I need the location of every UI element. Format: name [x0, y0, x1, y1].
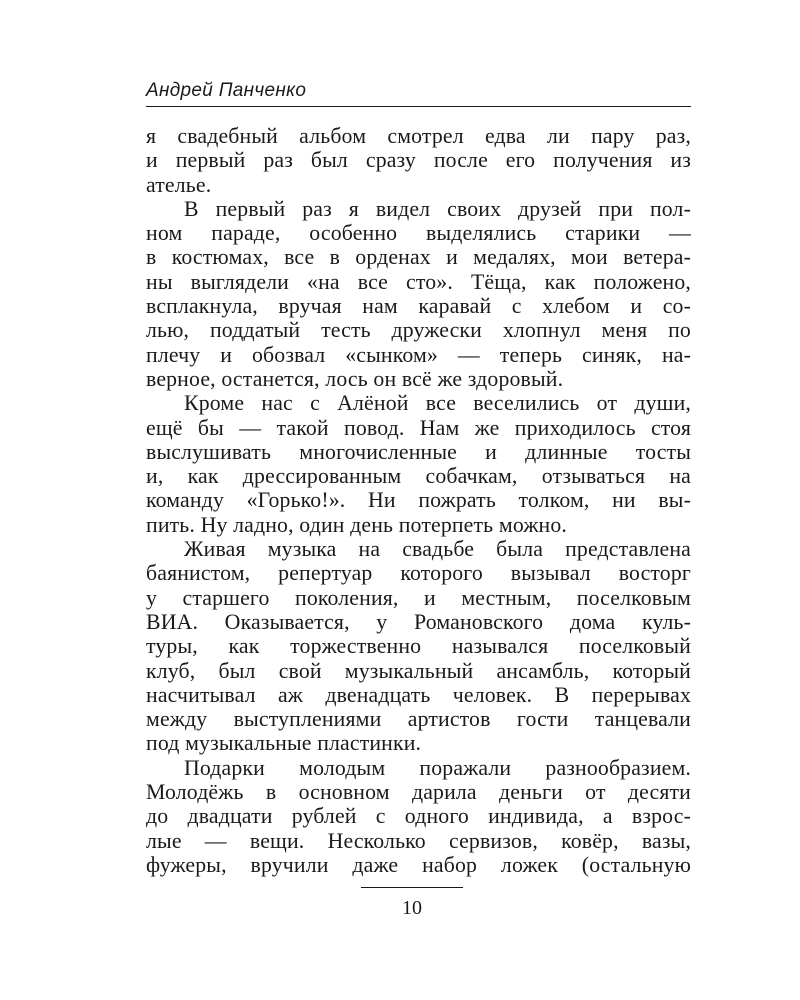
text-line: Подарки молодым поражали разнообразием. [184, 755, 691, 780]
text-line: я свадебный альбом смотрел едва ли пару раз, [146, 124, 691, 148]
text-line: Кроме нас с Алёной все веселились от души, [184, 391, 691, 416]
text-line: в костюмах, все в орденах и медалях, мои ветера- [146, 245, 691, 270]
header-divider [146, 106, 691, 107]
text-line: плечу и обозвал «сынком» — теперь синяк, на- [146, 342, 691, 367]
text-line: туры, как торжественно назывался поселковый [146, 634, 691, 659]
text-line: между выступлениями артистов гости танцевали [146, 707, 691, 732]
text-line: под музыкальные пластинки. [146, 731, 422, 756]
text-line: лые — вещи. Несколько сервизов, ковёр, вазы, [146, 828, 691, 853]
text-line: ВИА. Оказывается, у Романовского дома куль- [146, 609, 691, 634]
text-line: В первый раз я видел своих друзей при пол- [184, 196, 691, 221]
text-line: до двадцати рублей с одного индивида, а взрос- [146, 804, 691, 829]
text-line: пить. Ну ладно, один день потерпеть можно. [146, 512, 567, 537]
text-line: верное, останется, лось он всё же здоровый. [146, 366, 564, 391]
text-line: ны выглядели «на все сто». Тёща, как положено, [146, 269, 691, 294]
text-line: ном параде, особенно выделялись старики — [146, 221, 691, 246]
text-line: фужеры, вручили даже набор ложек (остальную [146, 852, 691, 877]
text-line: Живая музыка на свадьбе была представлена [184, 537, 691, 562]
text-line: и, как дрессированным собачкам, отзываться на [146, 464, 691, 489]
text-line: баянистом, репертуар которого вызывал восторг [146, 561, 691, 586]
page-number: 10 [402, 897, 422, 919]
text-line: Молодёжь в основном дарила деньги от десяти [146, 780, 691, 805]
running-header [146, 78, 691, 107]
text-line: ещё бы — такой повод. Нам же приходилось стоя [146, 415, 691, 440]
footer-divider [361, 887, 463, 888]
text-line: клуб, был свой музыкальный ансамбль, который [146, 658, 691, 683]
author-name: Андрей Панченко [146, 80, 307, 101]
text-line: всплакнула, вручая нам каравай с хлебом и со- [146, 294, 691, 319]
text-line: насчитывал аж двенадцать человек. В перерывах [146, 682, 691, 707]
text-line: команду «Горько!». Ни пожрать толком, ни вы- [146, 488, 691, 513]
body-text [146, 124, 691, 877]
text-line: ателье. [146, 172, 212, 197]
text-line: выслушивать многочисленные и длинные тосты [146, 439, 691, 464]
text-line: лью, поддатый тесть дружески хлопнул меня по [146, 318, 691, 343]
text-line: у старшего поколения, и местным, поселковым [146, 585, 691, 610]
text-line: и первый раз был сразу после его получения из [146, 148, 691, 173]
